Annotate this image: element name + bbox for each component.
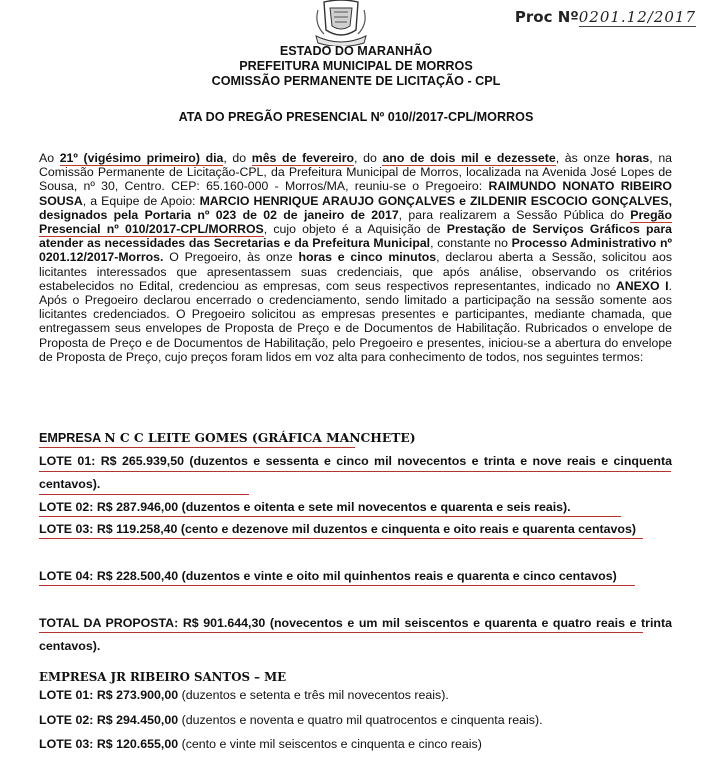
opening-time: horas e cinco minutos (298, 250, 437, 265)
pregao-number: Pregão Presencial nº 010/2017-CPL/MORROS (39, 207, 672, 237)
coat-of-arms-seal (310, 0, 372, 46)
lote-text: (duzentos e setenta e três mil novecentos reais). (178, 688, 449, 702)
lote-text: (duzentos e noventa e quatro mil quatrocentos e cinquenta reais). (178, 713, 543, 727)
proc-label: Proc Nº (514, 8, 579, 26)
red-underline (39, 516, 621, 517)
company-1-lote-02: LOTE 02: R$ 287.946,00 (duzentos e oitenta e sete mil novecentos e quarenta e seis reais). (39, 500, 571, 514)
text-span: O Pregoeiro, às onze (163, 250, 299, 265)
text-span: , na Comissão Permanente de Licitação-CPL, da Prefeitura Municipal de Morros, localizada na Avenida José Lopes de Sousa, nº 30, Centro. CEP: 65.160-000 - Morros/MA, reuniu-se o Pregoeiro: (39, 151, 673, 194)
company-label: EMPRESA (39, 431, 101, 445)
document-title: ATA DO PREGÃO PRESENCIAL Nº 010//2017-CPL/MORROS (178, 110, 534, 124)
text-span: Ao (39, 151, 60, 165)
lote-amount: LOTE 03: R$ 120.655,00 (39, 737, 179, 751)
company-2-lote-02 (39, 713, 543, 727)
text-span: , declarou aberta a Sessão, solicitou aos licitantes interessados que apresentassem suas credenciais, que após análise, observando os critérios estabelecidos no Edital, credenciou as empresas, com seus respectivos representantes, indicado no (39, 250, 672, 293)
text-span: , a Equipe de Apoio: (82, 193, 200, 208)
company-1-lote-03: LOTE 03: R$ 119.258,40 (cento e dezenove mil duzentos e cinquenta e oito reais e quarenta centavos) (39, 522, 637, 536)
date-month: mês de fevereiro (251, 151, 355, 165)
red-underline (39, 538, 643, 539)
proc-number: 0201.12/2017 (578, 8, 696, 26)
lote-text: (cento e vinte mil seiscentos e cinquenta e cinco reais) (178, 737, 482, 751)
header-prefeitura: PREFEITURA MUNICIPAL DE MORROS (239, 59, 473, 73)
company-1-lote-01: LOTE 01: R$ 265.939,50 (duzentos e sessenta e cinco mil novecentos e trinta e nove reais e cinquenta centavos). (39, 454, 672, 491)
company-2-lote-03 (39, 737, 482, 751)
text-span: , cujo objeto é a Aquisição de (263, 222, 447, 237)
company-1-heading (39, 430, 416, 445)
lote-amount: LOTE 02: R$ 294.450,00 (39, 713, 179, 727)
header-state: ESTADO DO MARANHÃO (279, 44, 433, 58)
date-year: ano de dois mil e dezessete (382, 151, 556, 165)
object-description: Prestação de Serviços Gráficos para atender as necessidades das Secretarias e da Prefeitura Municipal (39, 222, 672, 251)
company-2-lote-01 (39, 688, 449, 702)
pregoeiro-name: RAIMUNDO NONATO RIBEIRO SOUSA (39, 179, 672, 208)
annex-reference: ANEXO I (615, 278, 669, 293)
document-header (0, 44, 712, 89)
minutes-paragraph (39, 151, 672, 364)
text-span: , às onze (555, 151, 616, 165)
company-1-lote-04: LOTE 04: R$ 228.500,40 (duzentos e vinte e oito mil quinhentos reais e quarenta e cinco centavos) (39, 569, 617, 583)
company-1-name: N C C LEITE GOMES (GRÁFICA MANCHETE) (104, 430, 416, 445)
red-underline (39, 494, 249, 495)
process-number-stamp (515, 8, 696, 26)
time-hours: horas (615, 151, 650, 165)
header-commission: COMISSÃO PERMANENTE DE LICITAÇÃO - CPL (211, 74, 501, 88)
text-span: , do (354, 151, 383, 165)
text-span: , para realizarem a Sessão Pública do (398, 207, 631, 222)
red-underline (39, 585, 635, 586)
company-1-total: TOTAL DA PROPOSTA: R$ 901.644,30 (novecentos e um mil seiscentos e quarenta e quatro reais e trinta centavos). (39, 616, 672, 653)
text-span: . Após o Pregoeiro declarou encerrado o credenciamento, sendo limitado a participação na sessão somente aos licitantes credenciados. O Pregoeiro solicitou as empresas presentes e participantes, mediante chamada, que entregassem seus envelopes de Proposta de Preço e de Documentos de Habilitação. Rubricados o envelope de Proposta de Preço e de Documentos de Habilitação, pelo Pregoeiro e presentes, iniciou-se a abertura do envelope de Proposta de Preço, cujo preços foram lidos em voz alta para conhecimento de todos, nos seguintes termos: (39, 278, 672, 364)
company-2-name: EMPRESA JR RIBEIRO SANTOS – ME (39, 670, 287, 684)
red-underline (39, 471, 671, 472)
support-team: MARCIO HENRIQUE ARAUJO GONÇALVES e ZILDENIR ESCOCIO GONÇALVES, designados pela Portaria nº 023 de 02 de janeiro de 2017 (39, 193, 672, 222)
lote-amount: LOTE 01: R$ 273.900,00 (39, 688, 179, 702)
text-span: , constante no (430, 236, 512, 251)
date-day: 21º (vigésimo primeiro) dia (59, 151, 224, 165)
red-underline (39, 632, 643, 633)
process-reference: Processo Administrativo nº 0201.12/2017-Morros. (39, 236, 672, 265)
red-underline (39, 447, 355, 448)
text-span: , do (223, 151, 252, 165)
